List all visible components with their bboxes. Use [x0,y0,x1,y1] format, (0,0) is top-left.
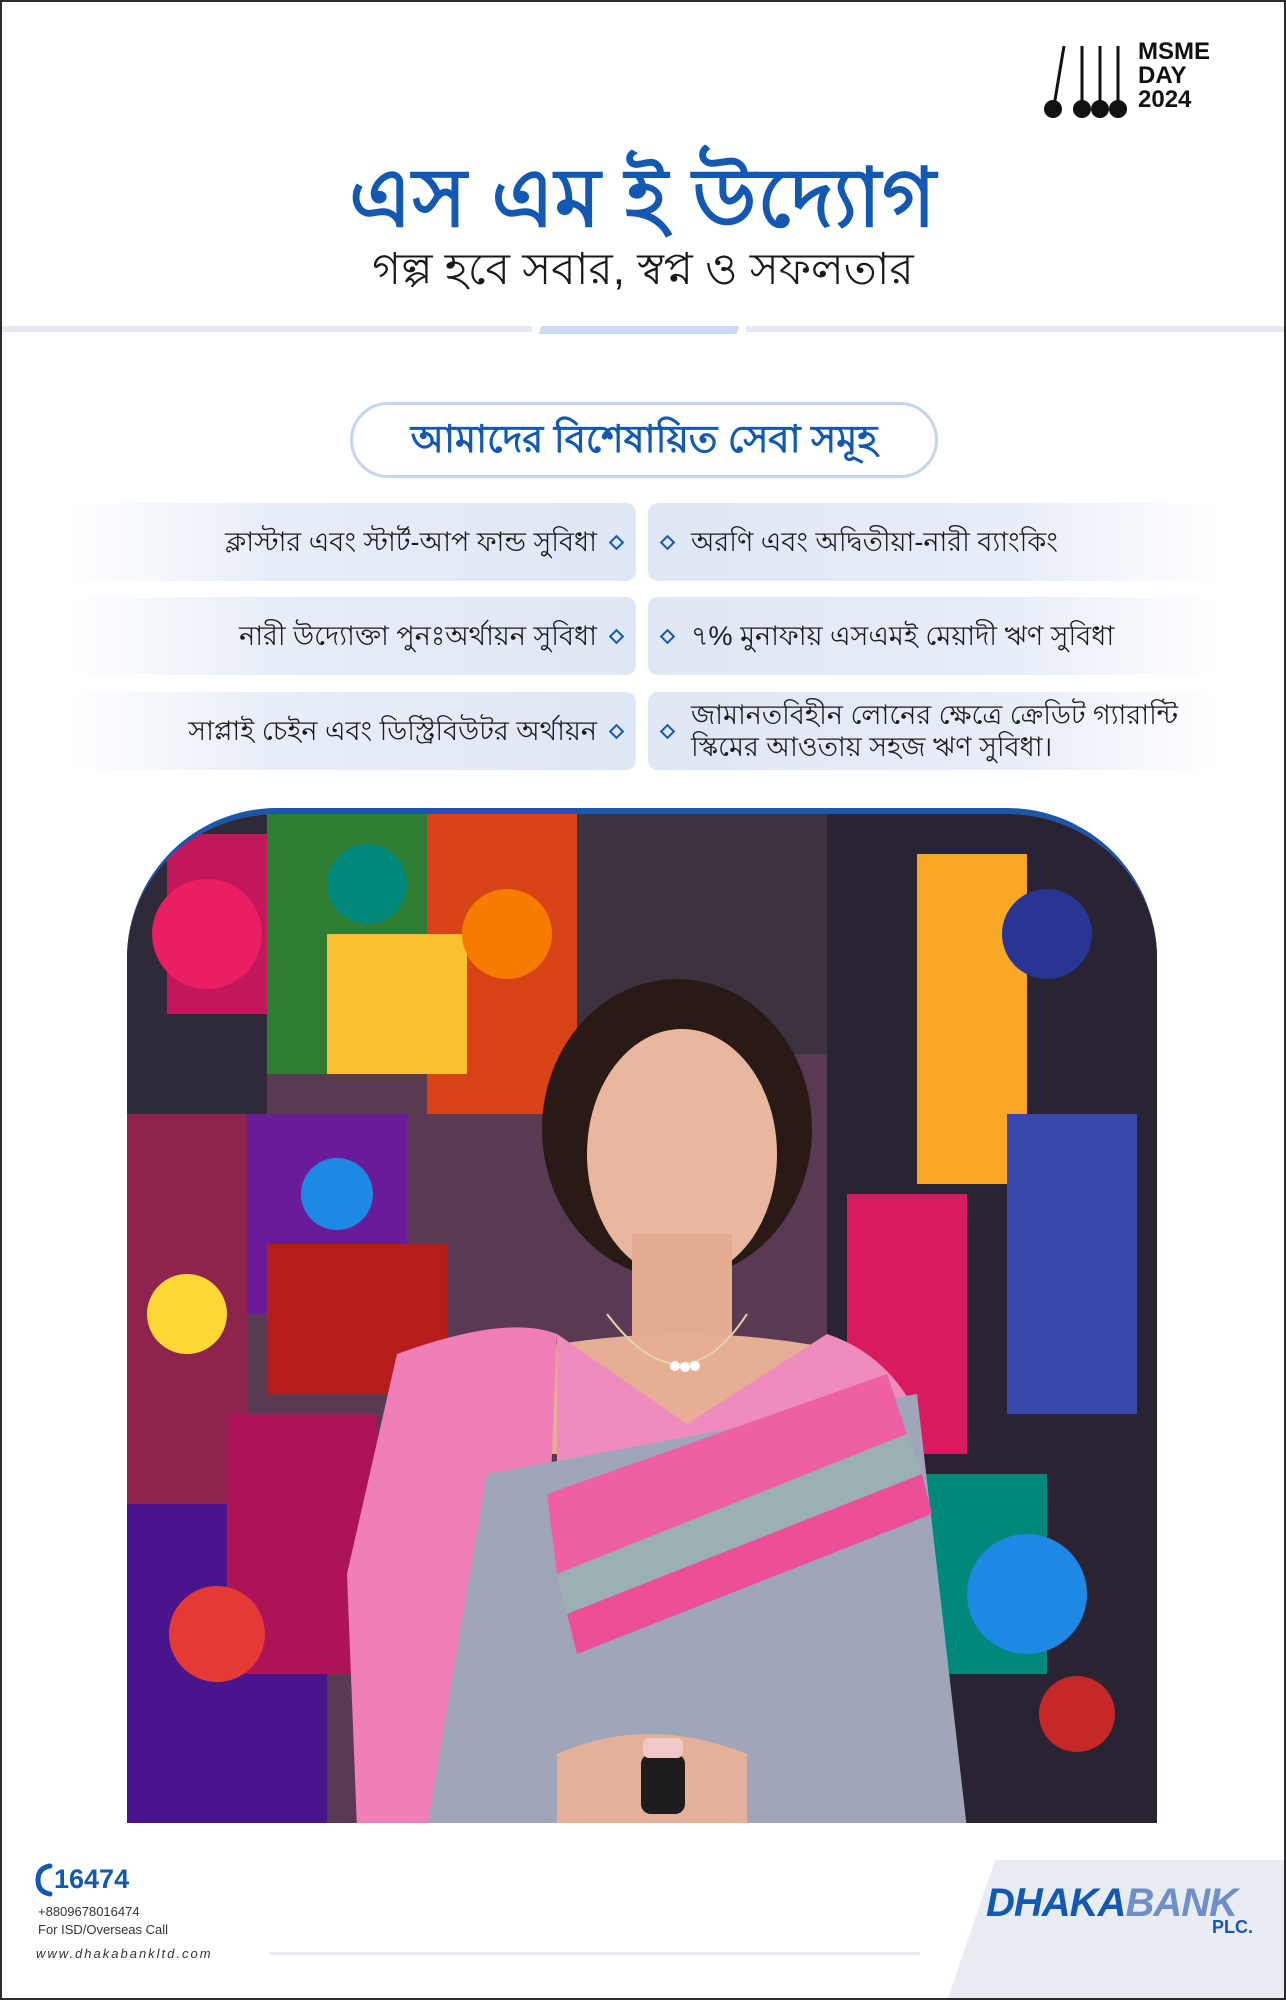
msme-line-2: DAY [1138,62,1187,89]
service-item-credit-guarantee [648,692,1223,770]
service-item-women-refinance [66,597,636,675]
diamond-bullet-icon [660,628,676,644]
msme-day-logo [1038,40,1248,122]
divider-left [2,326,532,332]
bank-logo [986,1881,1237,1926]
bank-suffix: PLC. [1212,1917,1254,1937]
service-item-supply-chain [66,692,636,770]
bank-name-part-1: DHAKA [986,1881,1126,1925]
diamond-bullet-icon [660,723,676,739]
footer-divider [270,1952,920,1955]
service-item-oroni-banking [648,503,1223,581]
website-link[interactable]: www.dhakabankltd.com [36,1946,213,1961]
diamond-bullet-icon [609,628,625,644]
diamond-bullet-icon [609,723,625,739]
headline: এস এম ই উদ্যোগ [349,153,937,244]
diamond-bullet-icon [609,534,625,550]
service-label-line-2: স্কিমের আওতায় সহজ ঋণ সুবিধা। [691,732,1053,762]
isd-number[interactable]: +8809678016474 [38,1904,140,1919]
subheadline: গল্প হবে সবার, স্বপ্ন ও সফলতার [372,245,914,294]
service-item-cluster-fund [66,503,636,581]
msme-pendulum-icon [1038,40,1138,122]
market-stall-illustration [127,814,1157,1823]
section-title: আমাদের বিশেষায়িত সেবা সমূহ [350,402,938,478]
service-label: সাপ্লাই চেইন এবং ডিস্ট্রিবিউটর অর্থায়ন [188,716,597,746]
diamond-bullet-icon [660,534,676,550]
service-item-term-loan [648,597,1223,675]
msme-line-1: MSME [1138,38,1210,65]
hotline-number[interactable]: 16474 [54,1864,130,1894]
service-label-line-1: জামানতবিহীন লোনের ক্ষেত্রে ক্রেডিট গ্যারান্টি [691,700,1179,730]
phone-icon [34,1862,54,1898]
service-label: অরণি এবং অদ্বিতীয়া-নারী ব্যাংকিং [691,527,1058,557]
bank-name-part-2: BANK [1125,1881,1237,1925]
isd-label: For ISD/Overseas Call [38,1922,169,1937]
service-label: ৭% মুনাফায় এসএমই মেয়াদী ঋণ সুবিধা [691,621,1115,651]
service-label: ক্লাস্টার এবং স্টার্ট-আপ ফান্ড সুবিধা [225,527,597,557]
service-label: নারী উদ্যোক্তা পুনঃঅর্থায়ন সুবিধা [239,621,597,651]
msme-line-3: 2024 [1138,86,1192,113]
hero-photo [127,808,1157,1823]
divider-right [746,326,1284,332]
divider-accent [539,326,740,334]
